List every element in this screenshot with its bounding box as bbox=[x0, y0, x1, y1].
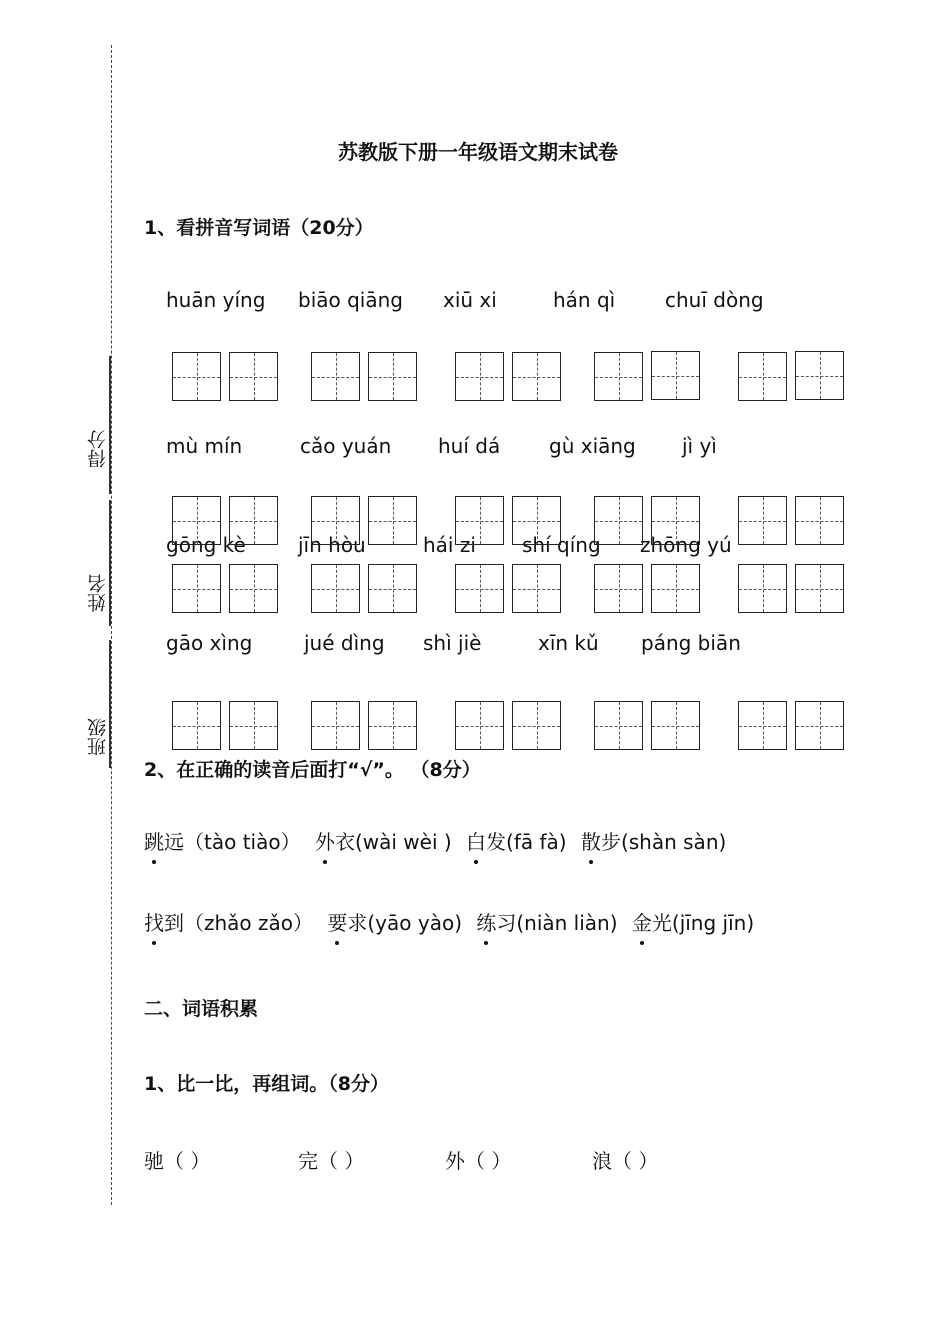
section1-heading: 1、看拼音写词语（20分） bbox=[144, 217, 374, 239]
pinyin-word: shì jiè bbox=[423, 631, 482, 655]
writing-box[interactable] bbox=[795, 701, 844, 750]
writing-box[interactable] bbox=[455, 496, 504, 545]
reading-line-2 bbox=[144, 907, 762, 936]
writing-box[interactable] bbox=[311, 701, 360, 750]
reading-options[interactable]: 发(fā fà) bbox=[486, 830, 567, 854]
pinyin-word: mù mín bbox=[166, 434, 243, 458]
reading-item bbox=[315, 826, 452, 855]
reading-item bbox=[144, 826, 301, 855]
reading-item bbox=[632, 907, 754, 936]
writing-box[interactable] bbox=[229, 701, 278, 750]
page-title: 苏教版下册一年级语文期末试卷 bbox=[338, 140, 618, 164]
writing-box[interactable] bbox=[229, 564, 278, 613]
writing-box[interactable] bbox=[738, 352, 787, 401]
margin-score-label: 得分 bbox=[87, 430, 109, 468]
part2-heading: 二、词语积累 bbox=[144, 998, 259, 1020]
writing-box[interactable] bbox=[795, 564, 844, 613]
pinyin-word: jīn hòu bbox=[298, 533, 366, 557]
writing-box[interactable] bbox=[795, 351, 844, 400]
margin-name-label: 姓名 bbox=[87, 574, 109, 612]
section2-heading: 2、在正确的读音后面打“√”。 （8分） bbox=[144, 759, 481, 781]
reading-item bbox=[327, 907, 462, 936]
pinyin-word: gù xiāng bbox=[549, 434, 636, 458]
writing-box[interactable] bbox=[311, 352, 360, 401]
writing-box[interactable] bbox=[368, 701, 417, 750]
writing-box[interactable] bbox=[455, 701, 504, 750]
writing-box[interactable] bbox=[594, 352, 643, 401]
pinyin-word: biāo qiāng bbox=[298, 288, 403, 312]
writing-box[interactable] bbox=[738, 496, 787, 545]
reading-item bbox=[144, 907, 313, 936]
writing-box[interactable] bbox=[594, 701, 643, 750]
pinyin-word: páng biān bbox=[641, 631, 741, 655]
writing-box[interactable] bbox=[172, 564, 221, 613]
dotted-char: 金 bbox=[632, 907, 652, 936]
pinyin-word: huān yíng bbox=[166, 288, 266, 312]
pinyin-word: gāo xìng bbox=[166, 631, 253, 655]
writing-box[interactable] bbox=[368, 564, 417, 613]
word-blank[interactable]: 完（ ） bbox=[298, 1149, 365, 1173]
binding-dashed-line bbox=[111, 45, 112, 1205]
writing-box[interactable] bbox=[172, 352, 221, 401]
pinyin-word: chuī dòng bbox=[665, 288, 764, 312]
pinyin-word: cǎo yuán bbox=[300, 434, 392, 458]
writing-box[interactable] bbox=[738, 564, 787, 613]
writing-box[interactable] bbox=[229, 352, 278, 401]
pinyin-word: gōng kè bbox=[166, 533, 246, 557]
margin-class-label: 班级 bbox=[87, 718, 109, 756]
writing-box[interactable] bbox=[512, 564, 561, 613]
writing-box[interactable] bbox=[651, 564, 700, 613]
word-blank[interactable]: 外（ ） bbox=[445, 1149, 512, 1173]
dotted-char: 白 bbox=[466, 826, 486, 855]
writing-box[interactable] bbox=[172, 496, 221, 545]
writing-box[interactable] bbox=[594, 564, 643, 613]
reading-options[interactable]: 到（zhǎo zǎo） bbox=[164, 911, 314, 935]
pinyin-word: shí qíng bbox=[522, 533, 601, 557]
writing-box[interactable] bbox=[512, 496, 561, 545]
reading-item bbox=[581, 826, 726, 855]
part2-subheading: 1、比一比，再组词。（8分） bbox=[144, 1073, 389, 1095]
writing-box[interactable] bbox=[455, 352, 504, 401]
pinyin-word: huí dá bbox=[438, 434, 501, 458]
pinyin-word: hán qì bbox=[553, 288, 616, 312]
writing-box[interactable] bbox=[311, 496, 360, 545]
dotted-char: 外 bbox=[315, 826, 335, 855]
writing-box[interactable] bbox=[594, 496, 643, 545]
writing-box[interactable] bbox=[512, 701, 561, 750]
writing-box[interactable] bbox=[512, 352, 561, 401]
pinyin-word: zhōng yú bbox=[640, 533, 732, 557]
reading-options[interactable]: 求(yāo yào) bbox=[347, 911, 462, 935]
pinyin-word: jì yì bbox=[682, 434, 717, 458]
dotted-char: 练 bbox=[476, 907, 496, 936]
reading-options[interactable]: 习(niàn liàn) bbox=[496, 911, 618, 935]
writing-box[interactable] bbox=[455, 564, 504, 613]
word-blank[interactable]: 驰（ ） bbox=[144, 1149, 211, 1173]
writing-box[interactable] bbox=[795, 496, 844, 545]
pinyin-word: xiū xi bbox=[443, 288, 497, 312]
dotted-char: 要 bbox=[327, 907, 347, 936]
reading-item bbox=[466, 826, 567, 855]
pinyin-word: jué dìng bbox=[304, 631, 385, 655]
writing-box[interactable] bbox=[651, 701, 700, 750]
writing-box[interactable] bbox=[651, 496, 700, 545]
writing-box[interactable] bbox=[651, 351, 700, 400]
reading-options[interactable]: 远（tào tiào） bbox=[164, 830, 301, 854]
reading-options[interactable]: 步(shàn sàn) bbox=[600, 830, 727, 854]
writing-box[interactable] bbox=[172, 701, 221, 750]
reading-line-1 bbox=[144, 826, 734, 855]
dotted-char: 找 bbox=[144, 907, 164, 936]
dotted-char: 跳 bbox=[144, 826, 164, 855]
writing-box[interactable] bbox=[368, 352, 417, 401]
writing-box[interactable] bbox=[311, 564, 360, 613]
word-blank[interactable]: 浪（ ） bbox=[592, 1149, 659, 1173]
writing-box[interactable] bbox=[368, 496, 417, 545]
margin-segment bbox=[109, 356, 111, 494]
reading-options[interactable]: 衣(wài wèi ) bbox=[334, 830, 452, 854]
reading-item bbox=[476, 907, 617, 936]
dotted-char: 散 bbox=[581, 826, 601, 855]
pinyin-word: xīn kǔ bbox=[538, 631, 599, 655]
reading-options[interactable]: 光(jīng jīn) bbox=[651, 911, 755, 935]
writing-box[interactable] bbox=[738, 701, 787, 750]
pinyin-word: hái zi bbox=[423, 533, 476, 557]
writing-box[interactable] bbox=[229, 496, 278, 545]
